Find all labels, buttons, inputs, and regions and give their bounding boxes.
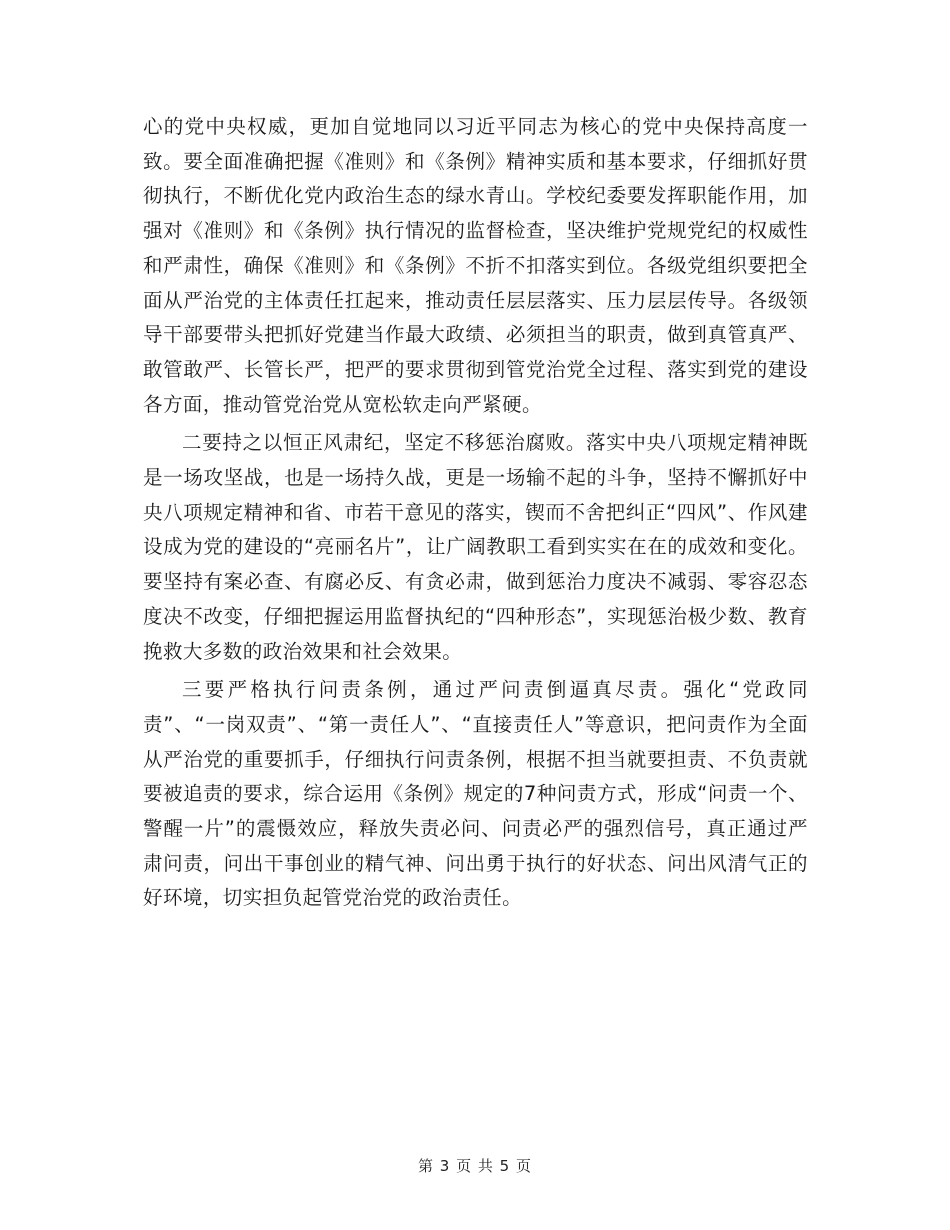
document-body [143, 110, 808, 916]
paragraph-3: 三要严格执行问责条例，通过严问责倒逼真尽责。强化“党政同责”、“一岗双责”、“第一责任人”、“直接责任人”等意识，把问责作为全面从严治党的重要抓手，仔细执行问责条例，根据不担当就要担责、不负责就要被追责的要求，综合运用《条例》规定的7种问责方式，形成“问责一个、警醒一片”的震慑效应，释放失责必问、问责必严的强烈信号，真正通过严肃问责，问出干事创业的精气神、问出勇于执行的好状态、问出风清气正的好环境，切实担负起管党治党的政治责任。 [143, 678, 808, 910]
page-number-label: 第 3 页 共 5 页 [418, 1157, 532, 1175]
paragraph-2: 二要持之以恒正风肃纪，坚定不移惩治腐败。落实中央八项规定精神既是一场攻坚战，也是一场持久战，更是一场输不起的斗争，坚持不懈抓好中央八项规定精神和省、市若干意见的落实，锲而不舍把纠正“四风”、作风建设成为党的建设的“亮丽名片”，让广阔教职工看到实实在在的成效和变化。要坚持有案必查、有腐必反、有贪必肃，做到惩治力度决不减弱、零容忍态度决不改变，仔细把握运用监督执纪的“四种形态”，实现惩治极少数、教育挽救大多数的政治效果和社会效果。 [143, 431, 808, 663]
paragraph-1: 心的党中央权威，更加自觉地同以习近平同志为核心的党中央保持高度一致。要全面准确把握《准则》和《条例》精神实质和基本要求，仔细抓好贯彻执行，不断优化党内政治生态的绿水青山。学校纪委要发挥职能作用，加强对《准则》和《条例》执行情况的监督检查，坚决维护党规党纪的权威性和严肃性，确保《准则》和《条例》不折不扣落实到位。各级党组织要把全面从严治党的主体责任扛起来，推动责任层层落实、压力层层传导。各级领导干部要带头把抓好党建当作最大政绩、必须担当的职责，做到真管真严、敢管敢严、长管长严，把严的要求贯彻到管党治党全过程、落实到党的建设各方面，推动管党治党从宽松软走向严紧硬。 [143, 115, 808, 416]
page-footer [0, 1155, 950, 1176]
